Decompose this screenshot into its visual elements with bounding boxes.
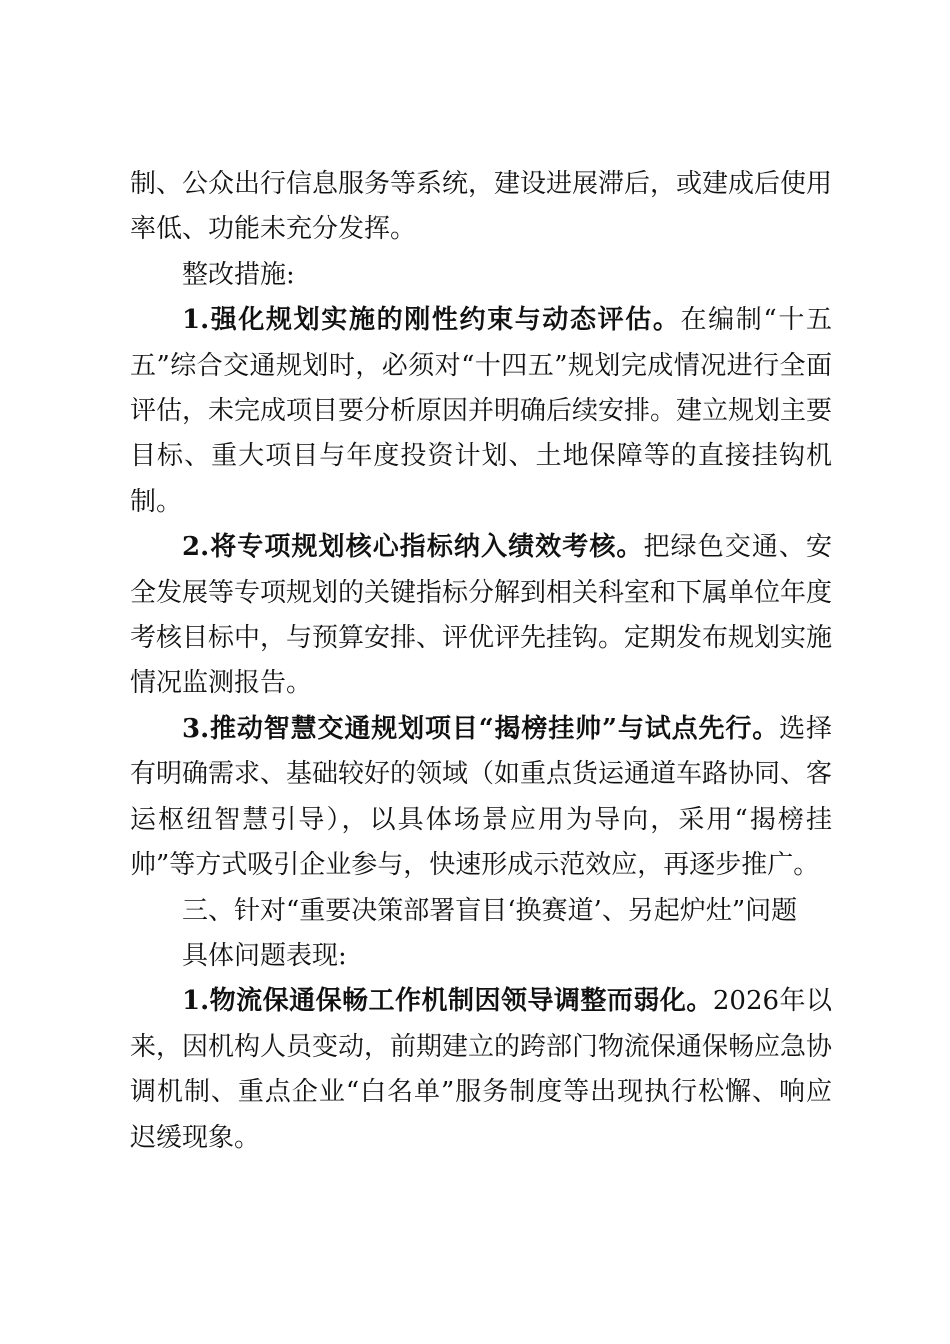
document-body — [130, 162, 832, 1161]
measure-item-3 — [130, 707, 832, 889]
paragraph-continued: 制、公众出行信息服务等系统，建设进展滞后，或建成后使用率低、功能未充分发挥。 — [130, 169, 833, 245]
measure-item-2 — [130, 525, 832, 707]
measure-item-3-body: 选择有明确需求、基础较好的领域（如重点货运通道车路协同、客运枢纽智慧引导），以具体场景应用为导向，采用“揭榜挂帅”等方式吸引企业参与，快速形成示范效应，再逐步推广。 — [130, 713, 833, 881]
measure-item-1 — [130, 298, 832, 525]
measure-item-2-heading: 2.将专项规划核心指标纳入绩效考核。 — [182, 532, 644, 563]
problem-label: 具体问题表现: — [182, 940, 347, 971]
problem-item-1 — [130, 979, 832, 1161]
measure-item-2-body: 把绿色交通、安全发展等专项规划的关键指标分解到相关科室和下属单位年度考核目标中，与预算安排、评优评先挂钩。定期发布规划实施情况监测报告。 — [130, 532, 833, 699]
measure-item-3-heading: 3.推动智慧交通规划项目“揭榜挂帅”与试点先行。 — [182, 713, 780, 744]
rectification-measures-label: 整改措施: — [182, 259, 295, 290]
measure-item-1-heading: 1.强化规划实施的刚性约束与动态评估。 — [182, 305, 681, 336]
problem-item-1-heading: 1.物流保通保畅工作机制因领导调整而弱化。 — [182, 986, 713, 1017]
measure-item-1-body: 在编制“十五五”综合交通规划时，必须对“十四五”规划完成情况进行全面评估，未完成项目要分析原因并明确后续安排。建立规划主要目标、重大项目与年度投资计划、土地保障等的直接挂钩机制。 — [130, 305, 833, 517]
problem-item-1-body: 2026年以来，因机构人员变动，前期建立的跨部门物流保通保畅应急协调机制、重点企业“白名单”服务制度等出现执行松懈、响应迟缓现象。 — [130, 986, 833, 1153]
section-3-heading: 三、针对“重要决策部署盲目‘换赛道’、另起炉灶”问题 — [182, 895, 798, 926]
